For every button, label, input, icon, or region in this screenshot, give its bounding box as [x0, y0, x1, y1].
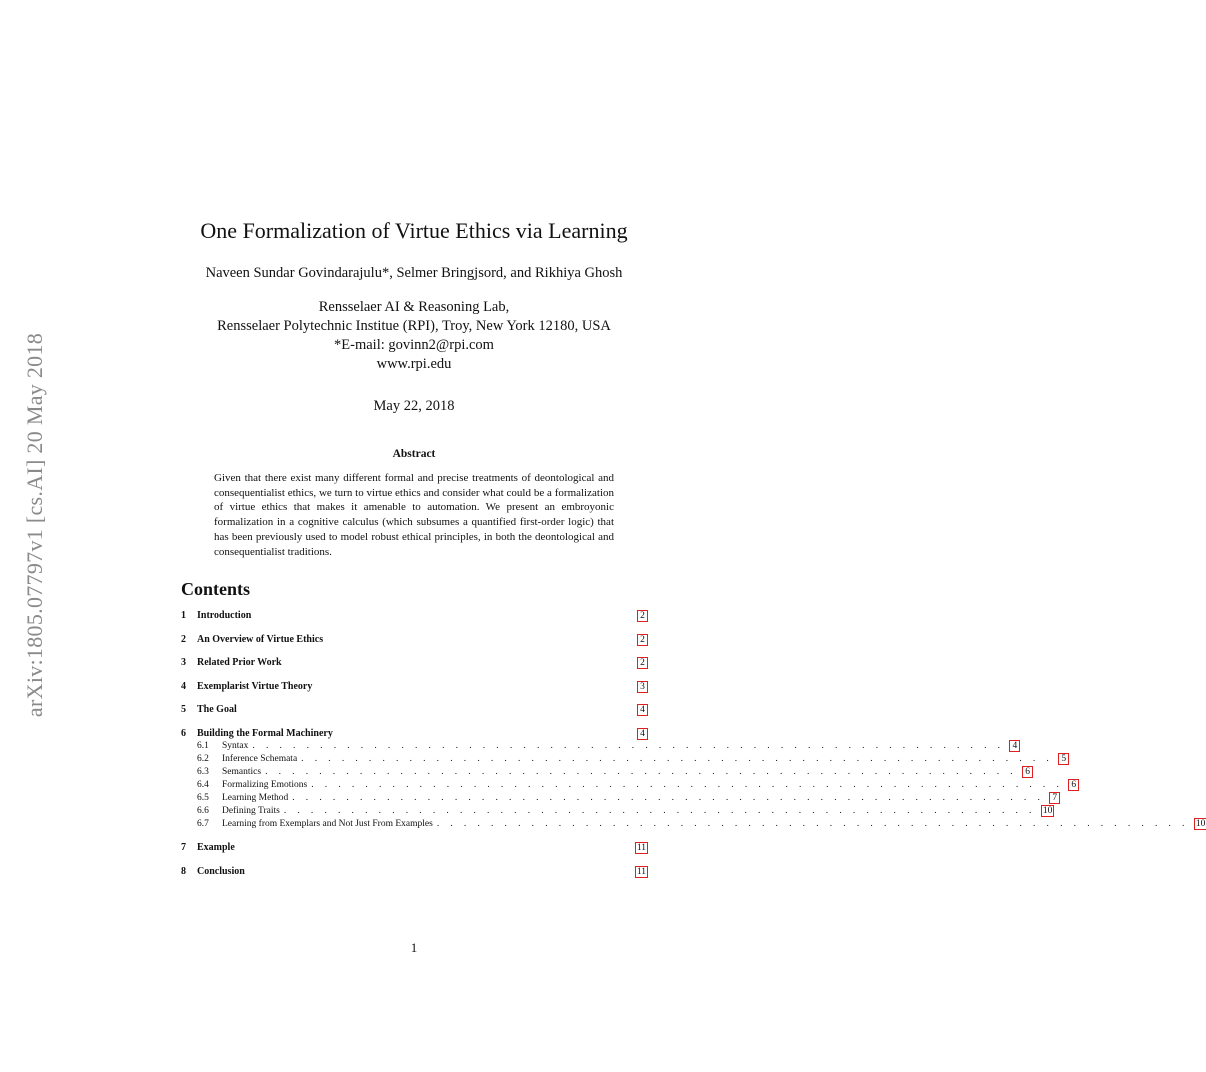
arxiv-id: arXiv:1805.07797v1 [cs.AI] 20 May 2018	[22, 332, 47, 718]
page-number: 1	[410, 940, 418, 955]
dot-leader: . . . . . . . . . . . . . . . . . . . . . . . . . . . . . . . . . . . . . . . . . . . . . . . . . . . . . . . .	[252, 740, 1005, 751]
toc-subentry[interactable]	[181, 805, 1053, 819]
toc-title: An Overview of Virtue Ethics	[197, 633, 324, 645]
toc-title: Syntax	[222, 740, 249, 751]
dot-leader: . . . . . . . . . . . . . . . . . . . . . . . . . . . . . . . . . . . . . . . . . . . . . . . . . . . . . . . .	[265, 766, 1018, 777]
toc-number: 6.6	[197, 805, 209, 816]
toc-title: Inference Schemata	[222, 753, 298, 764]
toc-subentry[interactable]	[181, 779, 1077, 793]
toc-entry[interactable]	[181, 681, 647, 694]
toc-subentry[interactable]	[181, 753, 1067, 767]
paper-title: One Formalization of Virtue Ethics via Learning	[200, 218, 628, 243]
toc-title: Formalizing Emotions	[222, 779, 308, 790]
toc-page-link[interactable]: 11	[636, 866, 646, 877]
affiliation-line: Rensselaer Polytechnic Institue (RPI), Troy, New York 12180, USA	[217, 318, 611, 334]
toc-entry[interactable]	[181, 704, 647, 717]
toc-page-link[interactable]: 11	[636, 843, 646, 853]
toc-title: Defining Traits	[222, 805, 280, 816]
toc-title: Learning Method	[222, 792, 289, 803]
table-of-contents	[181, 610, 1206, 879]
toc-number: 7	[181, 842, 186, 853]
email-line: *E-mail: govinn2@rpi.com	[334, 337, 494, 353]
toc-number: 6.1	[197, 740, 209, 751]
toc-entry[interactable]	[181, 842, 647, 855]
toc-title: Introduction	[197, 610, 252, 621]
toc-title: Conclusion	[197, 865, 245, 877]
toc-entry[interactable]	[181, 610, 647, 623]
toc-number: 4	[181, 680, 186, 692]
toc-title: Learning from Exemplars and Not Just From Examples	[222, 818, 433, 829]
website-line: www.rpi.edu	[376, 356, 452, 372]
toc-subentry[interactable]	[181, 766, 1030, 780]
toc-page-link[interactable]: 10	[1042, 805, 1053, 816]
toc-number: 6	[181, 727, 186, 739]
toc-entry[interactable]	[181, 866, 647, 879]
toc-number: 6.2	[197, 753, 209, 764]
toc-page-link[interactable]: 5	[1059, 754, 1068, 764]
affiliation-line: Rensselaer AI & Reasoning Lab,	[318, 299, 510, 315]
toc-subentry[interactable]	[181, 740, 1018, 754]
toc-entry[interactable]	[181, 634, 647, 647]
toc-number: 6.5	[197, 792, 209, 803]
toc-number: 6.4	[197, 779, 209, 790]
toc-page-link[interactable]: 2	[638, 635, 647, 645]
toc-number: 6.7	[197, 818, 209, 829]
toc-subentry[interactable]	[181, 818, 1206, 832]
abstract-text: Given that there exist many different formal and precise treatments of deontological and consequentialist ethics, we turn to virtue ethics and consider what could be a formalization of virtue ethics that makes it amenable to automation. We present an embroyonic formalization in a cognitive calculus (which subsumes a quantified first-order logic) that has been previously used to model robust ethical principles, in both the deontological and consequentialist traditions.	[214, 472, 614, 558]
dot-leader: . . . . . . . . . . . . . . . . . . . . . . . . . . . . . . . . . . . . . . . . . . . . . . . . . . . . . . . .	[311, 779, 1064, 790]
toc-entry[interactable]	[181, 728, 647, 741]
toc-number: 1	[181, 610, 186, 621]
dot-leader: . . . . . . . . . . . . . . . . . . . . . . . . . . . . . . . . . . . . . . . . . . . . . . . . . . . . . . . .	[301, 753, 1054, 764]
abstract-heading: Abstract	[392, 448, 436, 460]
toc-page-link[interactable]: 2	[638, 611, 647, 621]
paper-date: May 22, 2018	[373, 398, 455, 414]
affiliation	[0, 298, 828, 374]
toc-number: 2	[181, 633, 186, 645]
toc-title: Semantics	[222, 766, 262, 777]
toc-page-link[interactable]: 10	[1195, 818, 1206, 829]
toc-title: Exemplarist Virtue Theory	[197, 680, 313, 692]
toc-page-link[interactable]: 7	[1050, 793, 1059, 803]
contents-heading: Contents	[181, 579, 251, 599]
toc-title: Example	[197, 842, 235, 853]
toc-page-link[interactable]: 6	[1023, 767, 1032, 777]
toc-title: The Goal	[197, 704, 237, 715]
toc-title: Building the Formal Machinery	[197, 727, 333, 739]
toc-page-link[interactable]: 4	[638, 705, 647, 715]
toc-number: 5	[181, 704, 186, 715]
toc-page-link[interactable]: 3	[638, 682, 647, 692]
toc-title: Related Prior Work	[197, 657, 282, 668]
toc-number: 6.3	[197, 766, 209, 777]
dot-leader: . . . . . . . . . . . . . . . . . . . . . . . . . . . . . . . . . . . . . . . . . . . . . . . . . . . . . . . .	[292, 792, 1045, 803]
toc-subentry[interactable]	[181, 792, 1058, 806]
toc-page-link[interactable]: 2	[638, 658, 647, 668]
toc-page-link[interactable]: 4	[638, 729, 647, 739]
toc-page-link[interactable]: 6	[1069, 780, 1078, 790]
toc-entry[interactable]	[181, 657, 647, 670]
toc-number: 8	[181, 865, 186, 877]
toc-page-link[interactable]: 4	[1010, 741, 1019, 751]
dot-leader: . . . . . . . . . . . . . . . . . . . . . . . . . . . . . . . . . . . . . . . . . . . . . . . . . . . . . . . .	[436, 818, 1189, 829]
dot-leader: . . . . . . . . . . . . . . . . . . . . . . . . . . . . . . . . . . . . . . . . . . . . . . . . . . . . . . . .	[283, 805, 1036, 816]
authors: Naveen Sundar Govindarajulu*, Selmer Bringjsord, and Rikhiya Ghosh	[205, 265, 623, 281]
toc-number: 3	[181, 657, 186, 668]
